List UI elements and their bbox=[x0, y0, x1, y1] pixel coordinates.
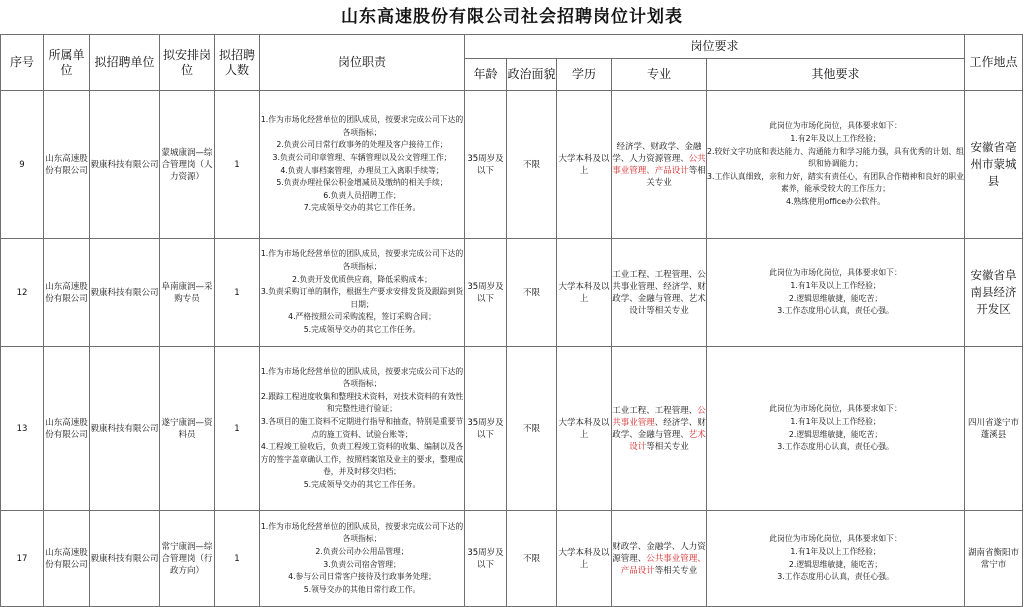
requirement-line: 1.有1年及以上工作经验； bbox=[790, 416, 881, 426]
row-unit: 山东高速股份有限公司 bbox=[44, 347, 90, 511]
row-education: 大学本科及以上 bbox=[557, 239, 612, 347]
page-title: 山东高速股份有限公司社会招聘岗位计划表 bbox=[341, 7, 683, 27]
table-row bbox=[1, 91, 1023, 239]
row-other-requirements bbox=[707, 239, 965, 347]
table-row bbox=[1, 347, 1023, 511]
row-education: 大学本科及以上 bbox=[557, 91, 612, 239]
major-highlight: 公共事业管理 bbox=[612, 405, 706, 428]
duty-line: 4.工程竣工验收后，负责工程竣工资料的收集、编制以及各方的签字盖章确认工作，按照档案馆及业主的要求，整理成卷，并及时移交归档； bbox=[260, 442, 464, 477]
row-seq: 13 bbox=[1, 347, 44, 511]
row-age: 35周岁及以下 bbox=[465, 347, 507, 511]
major-text: 、经济学、财政学、金融与管理、 bbox=[612, 417, 706, 440]
major-text: 等相关专业 bbox=[646, 165, 706, 188]
duty-line: 5.完成领导交办的其它工作任务。 bbox=[303, 479, 421, 489]
row-location: 安徽省亳州市蒙城县 bbox=[965, 91, 1023, 239]
header-requirements: 岗位要求 bbox=[465, 35, 965, 59]
row-seq: 9 bbox=[1, 91, 44, 239]
duty-line: 2.负责公司日常行政事务的处理及客户接待工作； bbox=[276, 140, 448, 150]
major-text: 经济学、财政学、金融学、人力资源管理、 bbox=[612, 141, 702, 164]
duty-line: 1.作为市场化经营单位的团队成员，按要求完成公司下达的各项指标； bbox=[260, 366, 464, 389]
row-other-requirements bbox=[707, 511, 965, 607]
header-location: 工作地点 bbox=[965, 35, 1023, 91]
table-row bbox=[1, 239, 1023, 347]
row-position: 蒙城康润—综合管理岗（人力资源） bbox=[160, 91, 215, 239]
row-education: 大学本科及以上 bbox=[557, 511, 612, 607]
requirement-line: 此岗位为市场化岗位，具体要求如下： bbox=[769, 534, 902, 544]
duty-line: 6.负责人员招聘工作； bbox=[323, 190, 401, 200]
header-position: 拟安排岗位 bbox=[160, 35, 215, 91]
row-recruit-unit: 毅康科技有限公司 bbox=[90, 347, 160, 511]
row-politics: 不限 bbox=[507, 91, 557, 239]
header-politics: 政治面貌 bbox=[507, 59, 557, 91]
requirement-line: 此岗位为市场化岗位，具体要求如下： bbox=[769, 404, 902, 414]
row-recruit-unit: 毅康科技有限公司 bbox=[90, 511, 160, 607]
table-row bbox=[1, 511, 1023, 607]
requirement-line: 3.工作态度用心认真，责任心强。 bbox=[777, 572, 894, 582]
requirement-line: 2.逻辑思维敏捷，能吃苦； bbox=[788, 429, 883, 439]
row-unit: 山东高速股份有限公司 bbox=[44, 239, 90, 347]
row-position: 遂宁康润—资料员 bbox=[160, 347, 215, 511]
duty-line: 2.负责公司办公用品管理； bbox=[315, 546, 409, 556]
major-text: 工业工程、工程管理、 bbox=[612, 405, 698, 416]
duty-line: 4.参与公司日常客户接待及行政事务处理； bbox=[288, 572, 436, 582]
row-other-requirements bbox=[707, 91, 965, 239]
duty-line: 7.完成领导交办的其它工作任务。 bbox=[303, 203, 421, 213]
row-duties bbox=[260, 91, 465, 239]
major-highlight: 公共事业管理、产品设计 bbox=[620, 553, 706, 576]
duty-line: 1.作为市场化经营单位的团队成员，按要求完成公司下达的各项指标； bbox=[260, 521, 464, 544]
row-unit: 山东高速股份有限公司 bbox=[44, 511, 90, 607]
header-unit: 所属单位 bbox=[44, 35, 90, 91]
row-location: 四川省遂宁市蓬溪县 bbox=[965, 347, 1023, 511]
requirement-line: 2.较好文字功底和表达能力、沟通能力和学习能力强，具有优秀的计划、组织和协调能力； bbox=[707, 146, 964, 169]
duty-line: 5.负责办理社保公积金增减员及缴纳的相关手续； bbox=[276, 178, 448, 188]
row-count: 1 bbox=[215, 239, 260, 347]
requirement-line: 此岗位为市场化岗位，具体要求如下： bbox=[769, 121, 902, 131]
header-education: 学历 bbox=[557, 59, 612, 91]
major-text: 等相关专业 bbox=[646, 441, 689, 452]
requirement-line: 1.有1年及以上工作经验； bbox=[790, 280, 881, 290]
row-age: 35周岁及以下 bbox=[465, 239, 507, 347]
row-other-requirements bbox=[707, 347, 965, 511]
row-count: 1 bbox=[215, 347, 260, 511]
major-text: 财政学、金融学、人力资源管理、 bbox=[612, 541, 706, 564]
major-highlight: 艺术设计 bbox=[629, 429, 706, 452]
row-count: 1 bbox=[215, 511, 260, 607]
duty-line: 1.作为市场化经营单位的团队成员，按要求完成公司下达的各项指标； bbox=[260, 249, 464, 272]
requirement-line: 4.熟练使用office办公软件。 bbox=[786, 196, 886, 206]
row-major bbox=[612, 511, 707, 607]
requirement-line: 2.逻辑思维敏捷，能吃苦； bbox=[788, 559, 883, 569]
header-duty: 岗位职责 bbox=[260, 35, 465, 91]
row-unit: 山东高速股份有限公司 bbox=[44, 91, 90, 239]
row-position: 常宁康润—综合管理岗（行政方向） bbox=[160, 511, 215, 607]
header-recruit-unit: 拟招聘单位 bbox=[90, 35, 160, 91]
header-seq: 序号 bbox=[1, 35, 44, 91]
row-education: 大学本科及以上 bbox=[557, 347, 612, 511]
duty-line: 4.负责人事档案管理，办理员工入离职手续等； bbox=[280, 165, 444, 175]
duty-line: 3.各项目的施工资料不定期进行指导和抽查，特别是重要节点的施工资料、试验台账等； bbox=[260, 416, 464, 439]
row-position: 阜南康润—采购专员 bbox=[160, 239, 215, 347]
requirement-line: 3.工作态度用心认真，责任心强。 bbox=[777, 306, 894, 316]
row-major bbox=[612, 91, 707, 239]
requirement-line: 此岗位为市场化岗位，具体要求如下： bbox=[769, 268, 902, 278]
row-recruit-unit: 毅康科技有限公司 bbox=[90, 91, 160, 239]
duty-line: 2.跟踪工程进度收集和整理技术资料，对技术资料的有效性和完整性进行验证； bbox=[260, 391, 464, 414]
major-text: 工业工程、工程管理、公共事业管理、经济学、财政学、金融与管理、艺术设计等相关专业 bbox=[612, 269, 706, 316]
major-highlight: 公共事业管理、产品设计 bbox=[612, 153, 706, 176]
row-politics: 不限 bbox=[507, 511, 557, 607]
header-major: 专业 bbox=[612, 59, 707, 91]
requirement-line: 1.有2年及以上工作经验； bbox=[790, 134, 881, 144]
requirement-line: 1.有1年及以上工作经验； bbox=[790, 546, 881, 556]
row-duties bbox=[260, 347, 465, 511]
row-politics: 不限 bbox=[507, 347, 557, 511]
duty-line: 3.负责采购订单的制作，根据生产要求安排发货及跟踪到货日期； bbox=[260, 287, 464, 309]
requirement-line: 2.逻辑思维敏捷，能吃苦； bbox=[788, 293, 883, 303]
row-major bbox=[612, 239, 707, 347]
duty-line: 1.作为市场化经营单位的团队成员，按要求完成公司下达的各项指标； bbox=[260, 115, 464, 137]
row-politics: 不限 bbox=[507, 239, 557, 347]
duty-line: 2.负责开发优质供应商，降低采购成本； bbox=[292, 274, 432, 284]
row-count: 1 bbox=[215, 91, 260, 239]
row-recruit-unit: 毅康科技有限公司 bbox=[90, 239, 160, 347]
duty-line: 4.严格按照公司采购流程，签订采购合同； bbox=[288, 312, 436, 322]
row-major bbox=[612, 347, 707, 511]
requirement-line: 3.工作态度用心认真，责任心强。 bbox=[777, 442, 894, 452]
row-age: 35周岁及以下 bbox=[465, 91, 507, 239]
row-age: 35周岁及以下 bbox=[465, 511, 507, 607]
major-text: 等相关专业 bbox=[654, 565, 698, 576]
header-other: 其他要求 bbox=[707, 59, 965, 91]
row-location: 安徽省阜南县经济开发区 bbox=[965, 239, 1023, 347]
row-seq: 12 bbox=[1, 239, 44, 347]
recruitment-table bbox=[0, 34, 1023, 607]
row-duties bbox=[260, 511, 465, 607]
duty-line: 3.负责公司宿舍管理； bbox=[323, 559, 401, 569]
duty-line: 5.完成领导交办的其它工作任务。 bbox=[303, 324, 421, 334]
duty-line: 5.领导交办的其他日常行政工作。 bbox=[303, 584, 421, 594]
row-seq: 17 bbox=[1, 511, 44, 607]
header-age: 年龄 bbox=[465, 59, 507, 91]
requirement-line: 3.工作认真细致，亲和力好，踏实有责任心，有团队合作精神和良好的职业素养，能承受较大的工作压力； bbox=[707, 171, 964, 194]
row-location: 湖南省衡阳市常宁市 bbox=[965, 511, 1023, 607]
header-count: 拟招聘人数 bbox=[215, 35, 260, 91]
duty-line: 3.负责公司印章管理、车辆管理以及公文管理工作； bbox=[272, 152, 452, 162]
row-duties bbox=[260, 239, 465, 347]
